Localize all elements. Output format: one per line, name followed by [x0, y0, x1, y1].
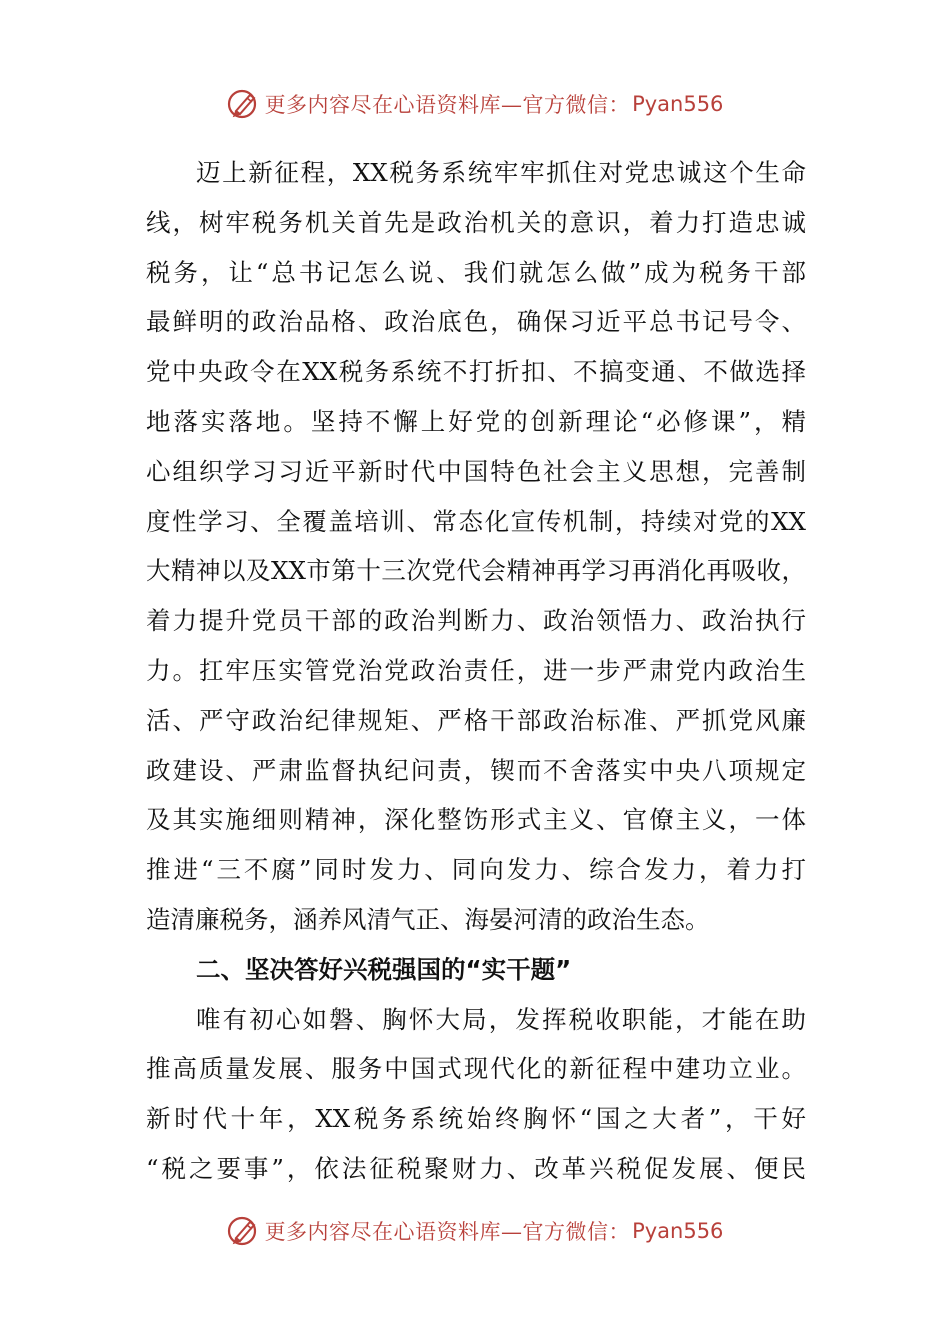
paragraph-line: 最鲜明的政治品格、政治底色，确保习近平总书记号令、 [146, 307, 806, 337]
paragraph-line: 唯有初心如磐、胸怀大局，发挥税收职能，才能在助 [196, 1004, 806, 1034]
paragraph-line: 推进“三不腐”同时发力、同向发力、综合发力，着力打 [146, 855, 806, 885]
paragraph-line: 迈上新征程，XX税务系统牢牢抓住对党忠诚这个生命 [196, 158, 806, 187]
paragraph-line: 政建设、严肃监督执纪问责，锲而不舍落实中央八项规定 [146, 755, 806, 785]
footer-watermark [0, 1211, 950, 1251]
paragraph-line: 地落实落地。坚持不懈上好党的创新理论“必修课”，精 [146, 406, 806, 436]
pen-logo-icon [227, 1214, 261, 1248]
section-heading: 二、坚决答好兴税强国的“实干题” [196, 954, 572, 984]
paragraph-line: 着力提升党员干部的政治判断力、政治领悟力、政治执行 [146, 606, 806, 636]
paragraph-line: 推高质量发展、服务中国式现代化的新征程中建功立业。 [146, 1054, 806, 1084]
header-watermark [0, 84, 950, 124]
paragraph-line: 大精神以及XX市第十三次党代会精神再学习再消化再吸收， [146, 556, 806, 586]
document-body [146, 148, 806, 1194]
pen-logo-icon [227, 87, 261, 121]
paragraph-line: 活、严守政治纪律规矩、严格干部政治标准、严抓党风廉 [146, 705, 806, 735]
watermark-text: 更多内容尽在心语资料库—官方微信： [264, 93, 631, 117]
paragraph-line: 新时代十年，XX税务系统始终胸怀“国之大者”，干好 [146, 1104, 806, 1134]
paragraph-line: 造清廉税务，涵养风清气正、海晏河清的政治生态。 [146, 904, 710, 934]
watermark-handle: Pyan556 [632, 92, 724, 116]
paragraph-line: 税务，让“总书记怎么说、我们就怎么做”成为税务干部 [146, 257, 806, 287]
watermark-handle: Pyan556 [632, 1219, 724, 1243]
paragraph-line: 力。扛牢压实管党治党政治责任，进一步严肃党内政治生 [146, 655, 806, 685]
paragraph-line: 线，树牢税务机关首先是政治机关的意识，着力打造忠诚 [146, 207, 806, 237]
paragraph-line: 及其实施细则精神，深化整饬形式主义、官僚主义，一体 [146, 805, 806, 835]
paragraph-line: 度性学习、全覆盖培训、常态化宣传机制，持续对党的XX [146, 506, 806, 536]
paragraph-line: “税之要事”，依法征税聚财力、改革兴税促发展、便民 [146, 1153, 806, 1183]
paragraph-line: 党中央政令在XX税务系统不打折扣、不搞变通、不做选择 [146, 357, 806, 387]
watermark-text: 更多内容尽在心语资料库—官方微信： [264, 1220, 631, 1244]
paragraph-line: 心组织学习习近平新时代中国特色社会主义思想，完善制 [146, 456, 806, 486]
